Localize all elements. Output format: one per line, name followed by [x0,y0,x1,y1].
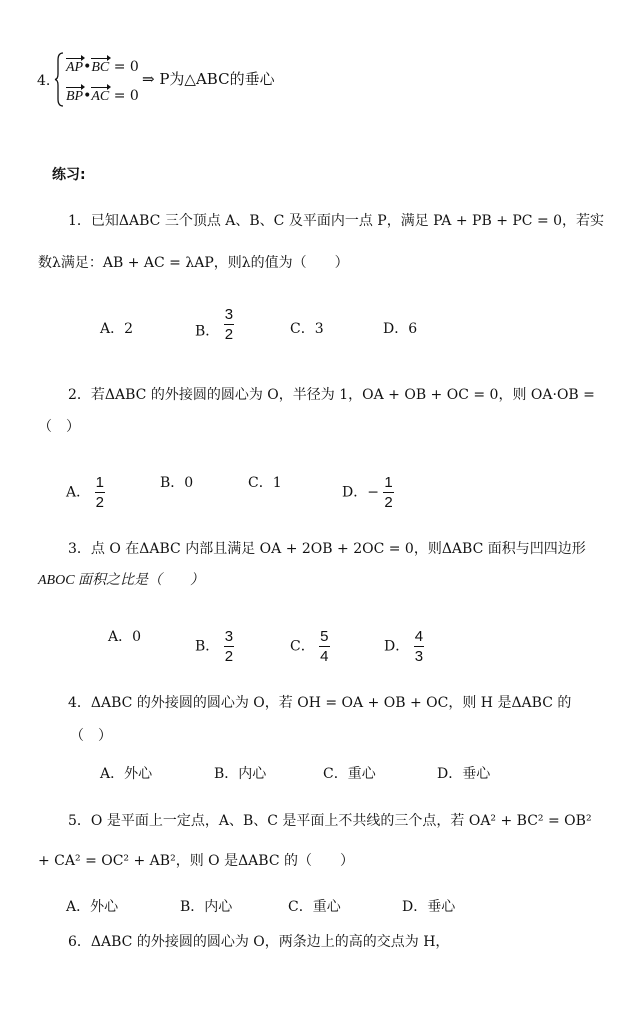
q3-option-c: C． $\frac{5}{4}$ [290,628,329,665]
q5-line2: + CA² = OC² + AB²，则 O 是ΔABC 的（ ） [38,853,354,869]
q1-option-a: A．2 [100,321,134,337]
q4-line1: 4．ΔABC 的外接圆的圆心为 O，若 OH = OA + OB + OC，则 H 是ΔABC 的 [68,695,572,711]
q2-option-b: B．0 [160,475,194,491]
q3-option-a: A．0 [108,629,142,645]
q3-option-d: D． $\frac{4}{3}$ [384,628,424,665]
q1-option-b: B． $\frac{3}{2}$ [195,306,234,343]
q5-option-d: D．垂心 [402,899,456,915]
q1-option-d: D．6 [383,321,418,337]
q4-option-d: D．垂心 [437,766,491,782]
left-brace-icon [54,52,64,107]
q4-option-c: C．重心 [323,766,376,782]
q3-line1: 3．点 O 在ΔABC 内部且满足 OA + 2OB + 2OC = 0，则ΔABC 面积与凹四边形 [68,541,586,557]
section-title: 练习: [52,167,86,183]
q1-line1: 1．已知ΔABC 三个顶点 A、B、C 及平面内一点 P，满足 PA + PB + PC = 0，若实 [68,213,605,229]
q4-option-a: A．外心 [100,766,153,782]
q2-line1: 2．若ΔABC 的外接圆的圆心为 O，半径为 1，OA + OB + OC = 0，则 OA·OB = [68,387,595,403]
equation-1: AP•BC = 0 [66,56,139,77]
q5-option-b: B．内心 [180,899,233,915]
q4-line2: （ ） [70,728,112,744]
q2-option-c: C．1 [248,475,282,491]
q5-option-c: C．重心 [288,899,341,915]
item-number: 4. [37,73,51,89]
q4-option-b: B．内心 [214,766,267,782]
q5-line1: 5．O 是平面上一定点，A、B、C 是平面上不共线的三个点，若 OA² + BC² = OB² [68,813,592,829]
q1-line2: 数λ满足：AB + AC = λAP，则λ的值为（ ） [38,255,349,271]
conclusion: ⇒ P为△ABC的垂心 [142,70,275,88]
q6-line1: 6．ΔABC 的外接圆的圆心为 O，两条边上的高的交点为 H， [68,934,450,950]
q2-option-d: D．− $\frac{1}{2}$ [342,474,393,511]
q3-option-b: B． $\frac{3}{2}$ [195,628,234,665]
q3-line2: ABOC 面积之比是（ ） [38,573,205,588]
q2-line2: （ ） [38,419,80,435]
q1-option-c: C．3 [290,321,324,337]
q5-option-a: A．外心 [66,899,119,915]
q2-option-a: A． $\frac{1}{2}$ [66,474,104,511]
equation-2: BP•AC = 0 [66,85,139,106]
